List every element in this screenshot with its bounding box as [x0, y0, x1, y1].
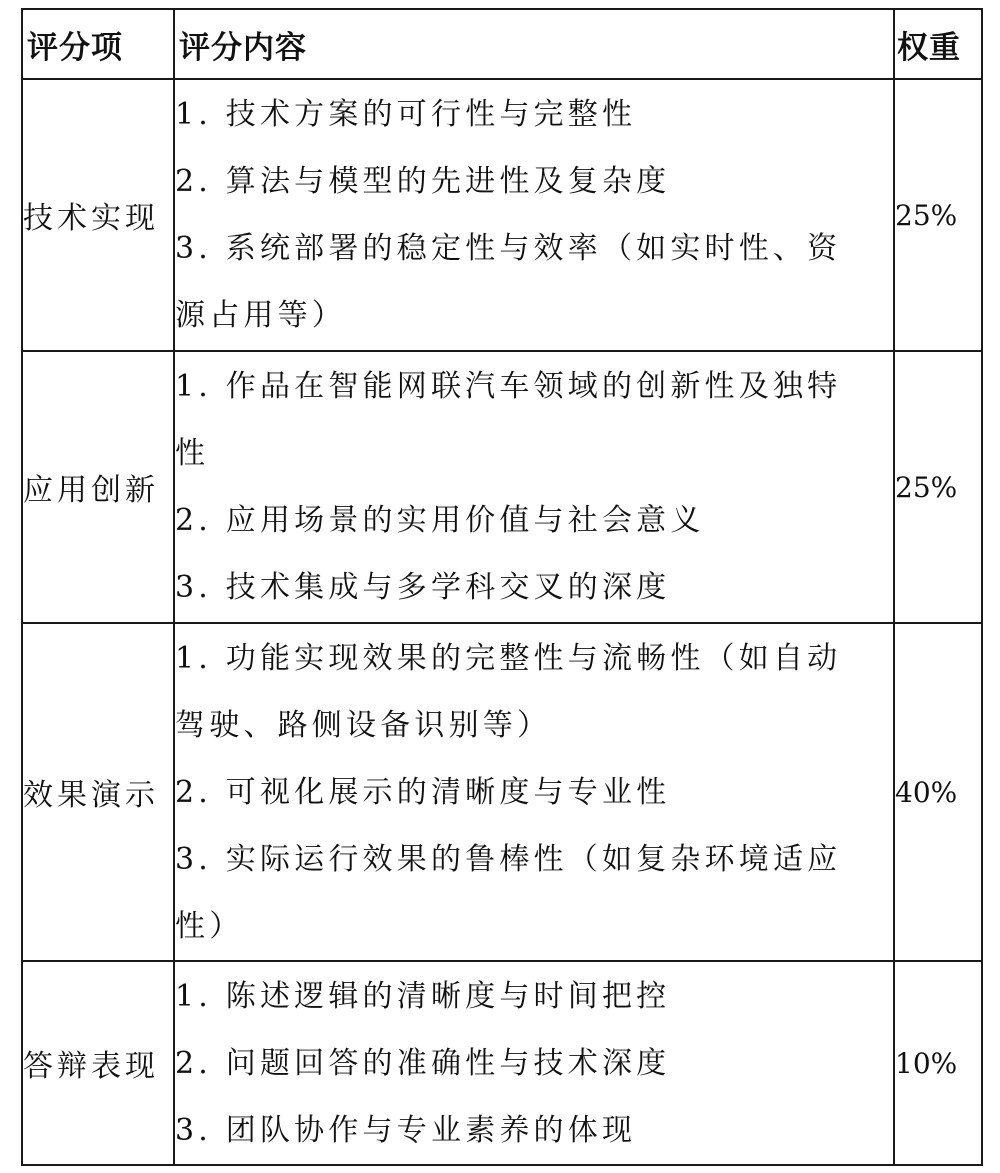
content-line: 2. 应用场景的实用价值与社会意义 — [175, 503, 705, 538]
header-weight: 权重 — [894, 9, 982, 79]
scoring-table — [21, 8, 983, 1166]
content-line: 源占用等） — [175, 298, 346, 333]
content-line: 驾驶、路侧设备识别等） — [175, 707, 552, 743]
table-row — [22, 961, 982, 1165]
content-line: 3. 团队协作与专业素养的体现 — [175, 1112, 637, 1148]
row-content — [174, 79, 894, 351]
header-category: 评分项 — [22, 9, 174, 79]
row-weight: 25% — [894, 351, 982, 623]
row-weight: 10% — [894, 961, 982, 1165]
row-weight: 25% — [894, 79, 982, 351]
content-line: 3. 技术集成与多学科交叉的深度 — [175, 570, 671, 605]
content-line: 1. 功能实现效果的完整性与流畅性（如自动 — [175, 640, 842, 676]
row-weight: 40% — [894, 623, 982, 961]
table-row — [22, 623, 982, 961]
row-category: 答辩表现 — [22, 961, 174, 1165]
row-content — [174, 351, 894, 623]
table-header-row — [22, 9, 982, 79]
content-line: 1. 作品在智能网联汽车领域的创新性及独特 — [175, 369, 842, 404]
row-content — [174, 623, 894, 961]
header-content: 评分内容 — [174, 9, 894, 79]
content-line: 2. 问题回答的准确性与技术深度 — [175, 1045, 671, 1081]
content-line: 性） — [175, 908, 244, 944]
content-line: 2. 可视化展示的清晰度与专业性 — [175, 774, 671, 810]
table-row — [22, 79, 982, 351]
content-line: 性 — [175, 436, 210, 471]
content-line: 3. 实际运行效果的鲁棒性（如复杂环境适应 — [175, 841, 842, 877]
content-line: 1. 技术方案的可行性与完整性 — [175, 97, 637, 132]
content-line: 3. 系统部署的稳定性与效率（如实时性、资 — [175, 231, 842, 266]
row-category: 应用创新 — [22, 351, 174, 623]
content-line: 2. 算法与模型的先进性及复杂度 — [175, 164, 671, 199]
row-category: 效果演示 — [22, 623, 174, 961]
row-content — [174, 961, 894, 1165]
content-line: 1. 陈述逻辑的清晰度与时间把控 — [175, 978, 671, 1014]
row-category: 技术实现 — [22, 79, 174, 351]
table-row — [22, 351, 982, 623]
